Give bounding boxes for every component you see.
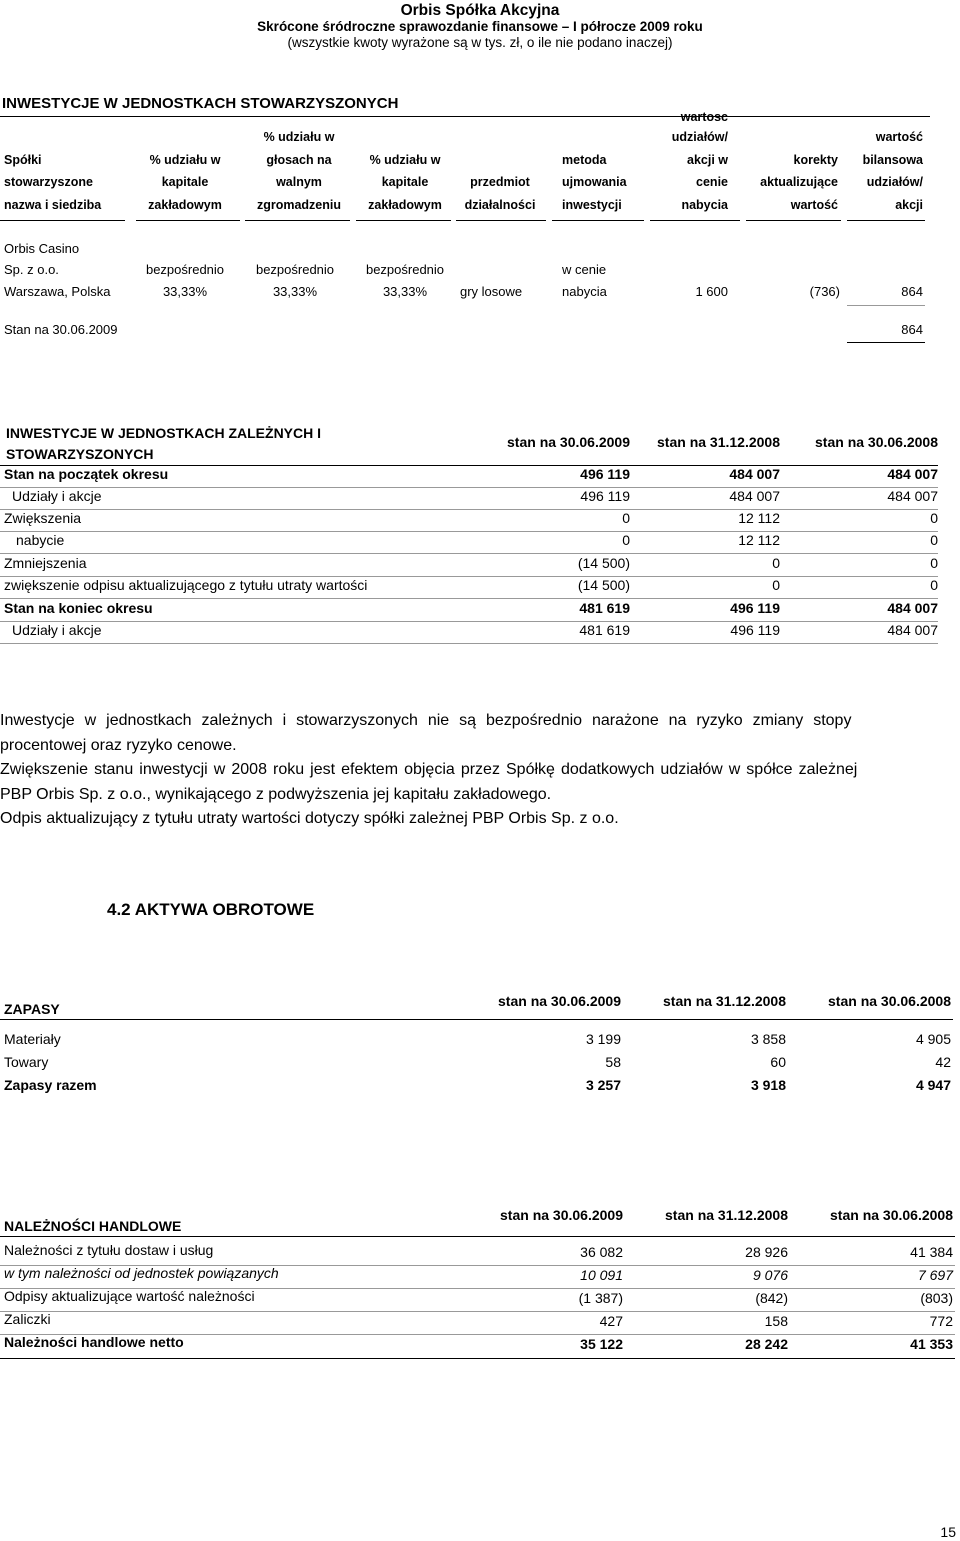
movement-title-l2: STOWARZYSZONYCH — [6, 446, 154, 462]
receivables-row-label: Odpisy aktualizujące wartość należności — [4, 1288, 255, 1304]
receivables-row-value: 772 — [929, 1313, 953, 1329]
movement-row-label: nabycie — [16, 532, 65, 548]
inventory-title: ZAPASY — [4, 1001, 60, 1017]
assoc-share-votes: 33,33% — [272, 284, 318, 299]
movement-title-l1: INWESTYCJE W JEDNOSTKACH ZALEŻNYCH I — [6, 425, 322, 441]
hdr-c2-l2: kapitale — [161, 175, 209, 189]
assoc-title-rule — [0, 116, 930, 117]
hdr-c3-l1: % udziału w — [263, 130, 335, 144]
hdr-rule-4 — [356, 220, 451, 221]
movement-row-value: 484 007 — [887, 488, 938, 504]
movement-row-value: 0 — [930, 577, 938, 593]
hdr-c3-l2: głosach na — [266, 153, 332, 167]
inventory-col-3: stan na 30.06.2008 — [828, 993, 951, 1009]
assoc-activity: gry losowe — [460, 284, 523, 299]
inventory-row-value: 58 — [605, 1054, 621, 1070]
receivables-row-value: (842) — [755, 1290, 788, 1306]
movement-row-value: 496 119 — [580, 488, 630, 504]
movement-row-value: 484 007 — [887, 600, 938, 616]
hdr-c4-l1: % udziału w — [369, 153, 441, 167]
movement-row-label: Zmniejszenia — [4, 555, 87, 571]
hdr-c9-l1: wartość — [875, 130, 923, 144]
company-name: Orbis Spółka Akcyjna — [400, 2, 560, 19]
hdr-c6-l2: ujmowania — [562, 175, 627, 189]
movement-row-value: 484 007 — [729, 488, 780, 504]
movement-row-label: Zwiększenia — [4, 510, 82, 526]
movement-row-rule — [0, 598, 938, 599]
hdr-c7-l2: udziałów/ — [671, 130, 728, 144]
hdr-c4-l3: zakładowym — [368, 198, 442, 212]
hdr-c3-l3: walnym — [276, 175, 322, 189]
assoc-impairment: (736) — [809, 284, 840, 299]
movement-row-value: 496 119 — [580, 466, 630, 482]
movement-col-2: stan na 31.12.2008 — [657, 434, 780, 450]
receivables-total-rule — [0, 1358, 955, 1359]
assoc-method-l1: w cenie — [562, 262, 607, 277]
movement-row-value: 481 619 — [579, 622, 630, 638]
receivables-row-label: w tym należności od jednostek powiązanych — [4, 1265, 279, 1281]
hdr-rule-8 — [746, 220, 841, 221]
report-title: Skrócone śródroczne sprawozdanie finansowe – I półrocze 2009 roku — [257, 19, 703, 34]
assoc-sub-1: bezpośrednio — [145, 262, 225, 277]
hdr-c1-l3: nazwa i siedziba — [4, 198, 102, 212]
hdr-rule-5 — [456, 220, 546, 221]
movement-row-value: 0 — [622, 510, 630, 526]
hdr-c5-l2: działalności — [464, 198, 536, 212]
notes-paragraph — [0, 709, 960, 832]
movement-row-value: 0 — [622, 532, 630, 548]
inventory-row-value: 42 — [935, 1054, 951, 1070]
note-line-1: Inwestycje w jednostkach zależnych i stowarzyszonych nie są bezpośrednio narażone na ryzyko zmiany stopy — [0, 712, 852, 729]
receivables-row-value: 41 384 — [910, 1244, 953, 1260]
receivables-title: NALEŻNOŚCI HANDLOWE — [4, 1218, 182, 1234]
movement-row-value: 0 — [930, 555, 938, 571]
hdr-c8-l1: korekty — [793, 153, 838, 167]
section-title: 4.2 AKTYWA OBROTOWE — [107, 900, 315, 919]
movement-row-value: 496 119 — [730, 622, 780, 638]
receivables-col-1: stan na 30.06.2009 — [500, 1207, 623, 1223]
assoc-name-l1: Orbis Casino — [4, 241, 80, 256]
movement-row-value: 496 119 — [730, 600, 780, 616]
movement-row-value: 484 007 — [887, 622, 938, 638]
movement-row-value: 12 112 — [738, 532, 780, 548]
hdr-rule-3 — [245, 220, 350, 221]
amounts-note: (wszystkie kwoty wyrażone są w tys. zł, o ile nie podano inaczej) — [287, 35, 673, 50]
inventory-row-label: Towary — [4, 1054, 49, 1070]
receivables-row-label: Należności z tytułu dostaw i usług — [4, 1242, 214, 1258]
inventory-col-2: stan na 31.12.2008 — [663, 993, 786, 1009]
hdr-c7-l3: akcji w — [687, 153, 728, 167]
hdr-rule-6 — [552, 220, 644, 221]
receivables-row-value: 28 242 — [745, 1336, 788, 1352]
receivables-row-value: 35 122 — [580, 1336, 623, 1352]
inventory-header-rule — [0, 1019, 953, 1020]
inventory-row-value: 4 947 — [915, 1077, 951, 1093]
movement-row-value: (14 500) — [577, 577, 630, 593]
assoc-method-l2: nabycia — [562, 284, 607, 299]
hdr-c2-l1: % udziału w — [149, 153, 221, 167]
receivables-row-value: 158 — [764, 1313, 788, 1329]
hdr-c9-l3: udziałów/ — [866, 175, 923, 189]
movement-row-value: 0 — [930, 532, 938, 548]
assoc-total-label: Stan na 30.06.2009 — [4, 322, 118, 337]
assoc-name-l3: Warszawa, Polska — [4, 284, 111, 299]
assoc-name-l2: Sp. z o.o. — [4, 262, 59, 277]
assoc-share-capital-2: 33,33% — [382, 284, 428, 299]
movement-row-rule — [0, 553, 938, 554]
assoc-title: INWESTYCJE W JEDNOSTKACH STOWARZYSZONYCH — [2, 95, 399, 112]
movement-col-3: stan na 30.06.2008 — [815, 434, 938, 450]
receivables-row-value: 427 — [599, 1313, 623, 1329]
movement-row-rule — [0, 643, 938, 644]
hdr-c4-l2: kapitale — [381, 175, 429, 189]
receivables-row-value: 41 353 — [910, 1336, 953, 1352]
assoc-sub-3: bezpośrednio — [365, 262, 445, 277]
receivables-row-value: (1 387) — [578, 1290, 623, 1306]
inventory-row-value: 3 918 — [750, 1077, 786, 1093]
hdr-c9-l4: akcji — [895, 198, 923, 212]
receivables-row-rule — [0, 1311, 955, 1312]
receivables-row-label: Należności handlowe netto — [4, 1334, 184, 1350]
hdr-rule-9 — [847, 220, 925, 221]
inventory-row-value: 4 905 — [915, 1031, 951, 1047]
movement-row-label: Stan na koniec okresu — [4, 600, 153, 616]
hdr-c1-l1: Spółki — [4, 153, 42, 167]
hdr-c6-l1: metoda — [562, 153, 607, 167]
hdr-c8-l2: aktualizujące — [760, 175, 838, 189]
hdr-c1-l2: stowarzyszone — [4, 175, 93, 189]
hdr-c2-l3: zakładowym — [148, 198, 222, 212]
assoc-sub-2: bezpośrednio — [255, 262, 335, 277]
note-line-2: procentowej oraz ryzyko cenowe. — [0, 736, 237, 754]
note-line-4: PBP Orbis Sp. z o.o., wynikającego z podwyższenia jej kapitału zakładowego. — [0, 785, 552, 803]
assoc-total-value: 864 — [901, 322, 923, 337]
receivables-col-2: stan na 31.12.2008 — [665, 1207, 788, 1223]
movement-row-label: Stan na początek okresu — [4, 466, 169, 482]
movement-row-value: 484 007 — [729, 466, 780, 482]
assoc-cost: 1 600 — [695, 284, 728, 299]
receivables-row-value: 36 082 — [580, 1244, 623, 1260]
hdr-c6-l3: inwestycji — [562, 198, 622, 212]
receivables-row-value: 7 697 — [917, 1267, 953, 1283]
receivables-header-rule — [0, 1236, 955, 1237]
hdr-c8-l3: wartość — [790, 198, 838, 212]
inventory-row-label: Materiały — [4, 1031, 61, 1047]
note-line-3: Zwiększenie stanu inwestycji w 2008 roku jest efektem objęcia przez Spółkę dodatkowych udziałów w spółce zależnej — [0, 761, 858, 778]
movement-col-1: stan na 30.06.2009 — [507, 434, 630, 450]
assoc-row-rule — [847, 305, 925, 306]
assoc-carrying: 864 — [901, 284, 923, 299]
hdr-c7-l4: cenie — [696, 175, 728, 189]
hdr-c7-l5: nabycia — [681, 198, 728, 212]
inventory-col-1: stan na 30.06.2009 — [498, 993, 621, 1009]
hdr-c9-l2: bilansowa — [862, 153, 923, 167]
movement-row-value: 0 — [930, 510, 938, 526]
inventory-row-label: Zapasy razem — [4, 1077, 97, 1093]
receivables-row-value: 10 091 — [580, 1267, 623, 1283]
inventory-row-value: 3 257 — [585, 1077, 621, 1093]
movement-row-value: 481 619 — [579, 600, 630, 616]
movement-row-value: 12 112 — [738, 510, 780, 526]
receivables-row-value: (803) — [920, 1290, 953, 1306]
assoc-total-rule — [847, 342, 925, 343]
movement-row-value: 484 007 — [887, 466, 938, 482]
hdr-c5-l1: przedmiot — [470, 175, 530, 189]
movement-row-label: Udziały i akcje — [12, 488, 102, 504]
movement-row-label: Udziały i akcje — [12, 622, 102, 638]
movement-row-value: 0 — [772, 577, 780, 593]
page-number: 15 — [940, 1524, 956, 1540]
note-line-5: Odpis aktualizujący z tytułu utraty wartości dotyczy spółki zależnej PBP Orbis Sp. z o.o. — [0, 810, 619, 827]
receivables-row-value: 28 926 — [745, 1244, 788, 1260]
hdr-rule-1 — [0, 220, 125, 221]
hdr-rule-7 — [650, 220, 740, 221]
receivables-row-value: 9 076 — [752, 1267, 788, 1283]
inventory-row-value: 3 858 — [750, 1031, 786, 1047]
movement-row-label: zwiększenie odpisu aktualizującego z tytułu utraty wartości — [4, 577, 368, 593]
inventory-row-value: 3 199 — [585, 1031, 621, 1047]
assoc-share-capital: 33,33% — [162, 284, 208, 299]
inventory-row-value: 60 — [770, 1054, 786, 1070]
hdr-c3-l4: zgromadzeniu — [256, 198, 342, 212]
movement-row-value: 0 — [772, 555, 780, 571]
receivables-row-label: Zaliczki — [4, 1311, 51, 1327]
hdr-c7-l1: wartosc — [680, 110, 728, 124]
hdr-rule-2 — [136, 220, 240, 221]
movement-row-value: (14 500) — [577, 555, 630, 571]
receivables-col-3: stan na 30.06.2008 — [830, 1207, 953, 1223]
